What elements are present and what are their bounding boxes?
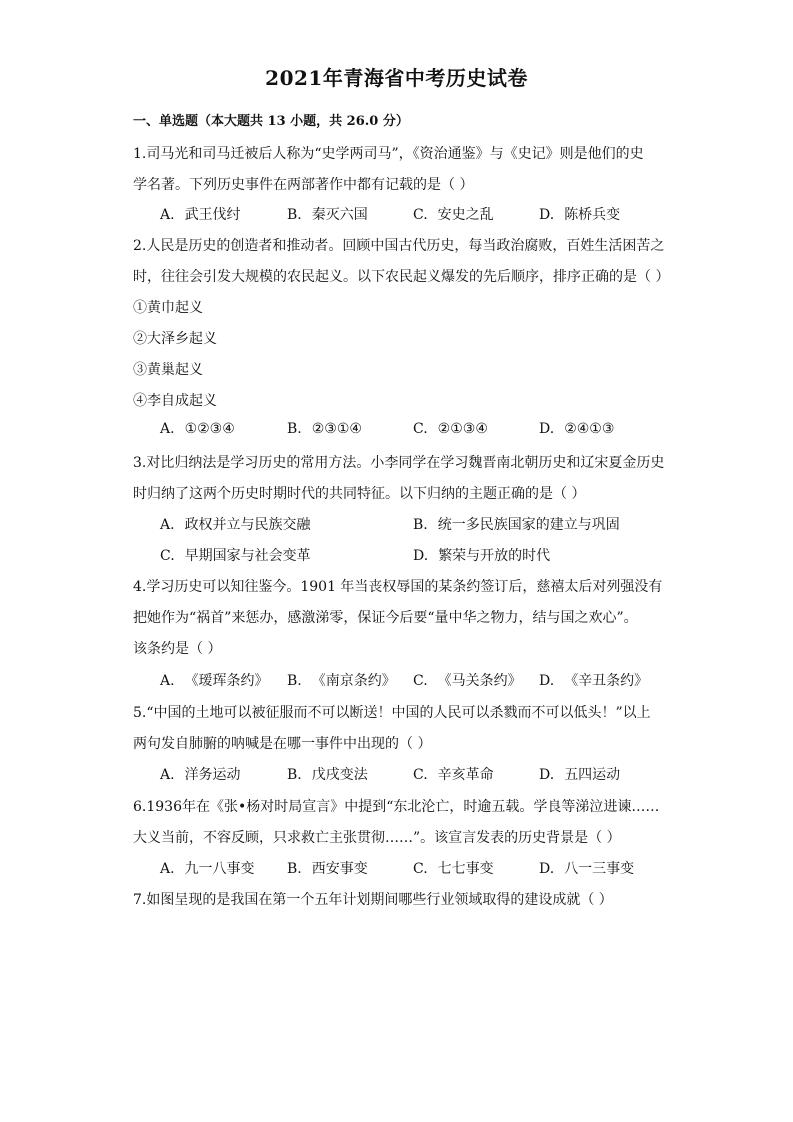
q4-option-d: D. 《辛丑条约》 xyxy=(539,673,649,689)
q2-item-3: ③黄巢起义 xyxy=(133,362,203,378)
q6-option-a: A. 九一八事变 xyxy=(160,861,255,877)
q2-stem-line2: 时，往往会引发大规模的农民起义。以下农民起义爆发的先后顺序，排序正确的是（ ） xyxy=(133,269,670,285)
q2-item-1: ①黄巾起义 xyxy=(133,300,203,316)
q3-stem-line1: 3.对比归纳法是学习历史的常用方法。小李同学在学习魏晋南北朝历史和辽宋夏金历史 xyxy=(133,455,665,471)
q2-option-a: A. ①②③④ xyxy=(160,421,235,437)
q1-stem-line1: 1.司马光和司马迁被后人称为“史学两司马”，《资治通鉴》与《史记》则是他们的史 xyxy=(133,146,644,162)
q2-item-2: ②大泽乡起义 xyxy=(133,331,217,347)
q1-option-c: C. 安史之乱 xyxy=(413,207,494,223)
q1-option-a: A. 武王伐纣 xyxy=(160,207,241,223)
page-title: 2021年青海省中考历史试卷 xyxy=(265,66,528,90)
q2-option-b: B. ②③①④ xyxy=(287,421,362,437)
q4-option-a: A. 《瑷珲条约》 xyxy=(160,673,269,689)
q1-option-b: B. 秦灭六国 xyxy=(287,207,368,223)
q7-stem-line1: 7.如图呈现的是我国在第一个五年计划期间哪些行业领域取得的建设成就（ ） xyxy=(133,892,613,908)
q4-option-c: C. 《马关条约》 xyxy=(413,673,522,689)
q4-stem-line2: 把她作为“祸首”来惩办，感激涕零，保证今后要“量中华之物力，结与国之欢心”。 xyxy=(133,610,638,626)
q5-option-b: B. 戊戌变法 xyxy=(287,767,368,783)
q3-option-c: C. 早期国家与社会变革 xyxy=(160,548,311,564)
q3-stem-line2: 时归纳了这两个历史时期时代的共同特征。以下归纳的主题正确的是（ ） xyxy=(133,486,586,502)
q6-option-b: B. 西安事变 xyxy=(287,861,368,877)
q3-option-a: A. 政权并立与民族交融 xyxy=(160,517,311,533)
q5-option-d: D. 五四运动 xyxy=(539,767,621,783)
q6-option-d: D. 八一三事变 xyxy=(539,861,635,877)
q1-stem-line2: 学名著。下列历史事件在两部著作中都有记载的是（ ） xyxy=(133,177,474,193)
q5-stem-line1: 5.“中国的土地可以被征服而不可以断送！中国的人民可以杀戮而不可以低头！”以上 xyxy=(133,705,651,721)
q1-option-d: D. 陈桥兵变 xyxy=(539,207,621,223)
q5-option-c: C. 辛亥革命 xyxy=(413,767,494,783)
q6-stem-line1: 6.1936年在《张•杨对时局宣言》中提到“东北沦亡，时逾五载。学良等涕泣进谏…… xyxy=(133,799,660,815)
q4-option-b: B. 《南京条约》 xyxy=(287,673,396,689)
q3-option-d: D. 繁荣与开放的时代 xyxy=(413,548,551,564)
q3-option-b: B. 统一多民族国家的建立与巩固 xyxy=(413,517,620,533)
q2-option-d: D. ②④①③ xyxy=(539,421,615,437)
q2-stem-line1: 2.人民是历史的创造者和推动者。回顾中国古代历史，每当政治腐败，百姓生活困苦之 xyxy=(133,238,665,254)
q6-option-c: C. 七七事变 xyxy=(413,861,494,877)
q5-stem-line2: 两句发自肺腑的呐喊是在哪一事件中出现的（ ） xyxy=(133,736,432,752)
q4-stem-line3: 该条约是（ ） xyxy=(133,641,222,657)
q4-stem-line1: 4.学习历史可以知往鉴今。1901 年当丧权辱国的某条约签订后，慈禧太后对列强没有 xyxy=(133,579,663,595)
q6-stem-line2: 大义当前，不容反顾，只求救亡主张贯彻……”。该宣言发表的历史背景是（ ） xyxy=(133,830,621,846)
section-heading: 一、单选题（本大题共 13 小题，共 26.0 分） xyxy=(133,114,409,129)
q2-option-c: C. ②①③④ xyxy=(413,421,488,437)
q2-item-4: ④李自成起义 xyxy=(133,393,217,409)
q5-option-a: A. 洋务运动 xyxy=(160,767,241,783)
